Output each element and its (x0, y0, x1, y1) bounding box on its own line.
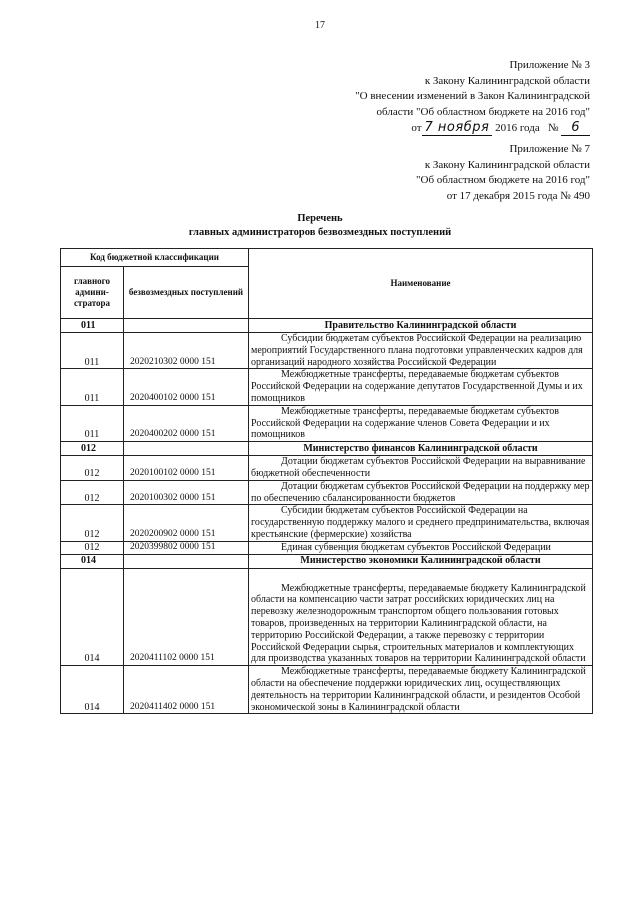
receipt-code: 2020210302 0000 151 (124, 333, 249, 369)
section-name: Министерство финансов Калининградской области (249, 442, 593, 456)
appendix-amendment-line2: к Закону Калининградской области (424, 74, 590, 87)
receipt-name: Дотации бюджетам субъектов Российской Федерации на поддержку мер по обеспечению сбалансированности бюджетов (249, 480, 593, 505)
admin-code: 012 (61, 541, 124, 554)
table-row (61, 505, 593, 541)
admin-code: 011 (61, 333, 124, 369)
appendix-amendment-line3: "О внесении изменений в Закон Калининградской (355, 90, 590, 102)
section-row (61, 319, 593, 333)
receipt-name: Единая субвенция бюджетам субъектов Российской Федерации (249, 541, 593, 554)
number-prefix: № (547, 122, 559, 134)
table-row (61, 456, 593, 481)
section-code: 014 (61, 554, 124, 568)
receipt-code: 2020400202 0000 151 (124, 405, 249, 441)
handwritten-date: 7 ноября (422, 120, 493, 136)
appendix-original-line1: Приложение № 7 (509, 143, 590, 155)
title-line1: Перечень (297, 213, 343, 224)
header-name: Наименование (249, 249, 593, 319)
section-code: 011 (61, 319, 124, 333)
admin-code: 012 (61, 456, 124, 481)
receipt-name: Межбюджетные трансферты, передаваемые бюджету Калининградской области на компенсацию части затрат российских юридических лиц на перевозку железнодорожным транспортом общего пользования готовых товаров, произведенных на территории Калининградской области, на территорию Российской Федерации, а также перевозку с территории Российской Федерации сырья, строительных материалов и комплектующих для производства указанных товаров на территории Калининградской области (249, 568, 593, 666)
admin-code: 014 (61, 666, 124, 714)
admin-code: 011 (61, 405, 124, 441)
appendix-original-line2: к Закону Калининградской области (424, 158, 590, 171)
admin-code: 011 (61, 369, 124, 405)
page-title (0, 212, 640, 240)
section-name: Министерство экономики Калининградской области (249, 554, 593, 568)
header-code-group: Код бюджетной классификации (61, 249, 249, 267)
administrators-table (60, 248, 593, 714)
receipt-code: 2020411102 0000 151 (124, 568, 249, 666)
table-row (61, 369, 593, 405)
admin-code: 012 (61, 505, 124, 541)
receipt-name: Субсидии бюджетам субъектов Российской Федерации на реализацию мероприятий Государственного плана подготовки управленческих кадров для организаций народного хозяйства Российской Федерации (249, 333, 593, 369)
page-number: 17 (315, 20, 325, 31)
date-year: 2016 года (495, 122, 540, 134)
table-row (61, 333, 593, 369)
receipt-code: 2020100102 0000 151 (124, 456, 249, 481)
table-row (61, 405, 593, 441)
receipt-code: 2020399802 0000 151 (124, 541, 249, 554)
receipt-code: 2020200902 0000 151 (124, 505, 249, 541)
appendix-original (416, 142, 590, 204)
appendix-original-line3: "Об областном бюджете на 2016 год" (416, 174, 590, 186)
table-row (61, 541, 593, 554)
handwritten-number: 6 (561, 120, 590, 136)
admin-code: 014 (61, 568, 124, 666)
header-receipts: безвозмездных поступлений (124, 267, 249, 319)
appendix-amendment-line4: области "Об областном бюджете на 2016 год" (376, 105, 590, 118)
receipt-name: Субсидии бюджетам субъектов Российской Федерации на государственную поддержку малого и среднего предпринимательства, включая крестьянские (фермерские) хозяйства (249, 505, 593, 541)
header-admin: главного админи-стратора (61, 267, 124, 319)
appendix-amendment (355, 58, 590, 137)
table-row (61, 666, 593, 714)
table-row (61, 568, 593, 666)
section-name: Правительство Калининградской области (249, 319, 593, 333)
receipt-name: Межбюджетные трансферты, передаваемые бюджету Калининградской области на обеспечение поддержки юридических лиц, осуществляющих деятельность на территории Калининградской области, и резидентов Особой экономической зоны в Калининградской области (249, 666, 593, 714)
table-row (61, 480, 593, 505)
section-code: 012 (61, 442, 124, 456)
receipt-code: 2020400102 0000 151 (124, 369, 249, 405)
title-line2: главных администраторов безвозмездных поступлений (188, 227, 452, 238)
receipt-name: Межбюджетные трансферты, передаваемые бюджетам субъектов Российской Федерации на содержание членов Совета Федерации и их помощников (249, 405, 593, 441)
section-row (61, 554, 593, 568)
receipt-code: 2020100302 0000 151 (124, 480, 249, 505)
section-row (61, 442, 593, 456)
appendix-amendment-line1: Приложение № 3 (509, 59, 590, 71)
appendix-original-line4: от 17 декабря 2015 года № 490 (446, 189, 590, 202)
receipt-name: Дотации бюджетам субъектов Российской Федерации на выравнивание бюджетной обеспеченности (249, 456, 593, 481)
receipt-code: 2020411402 0000 151 (124, 666, 249, 714)
receipt-name: Межбюджетные трансферты, передаваемые бюджетам субъектов Российской Федерации на содержание депутатов Государственной Думы и их помощников (249, 369, 593, 405)
date-prefix: от (411, 122, 422, 134)
admin-code: 012 (61, 480, 124, 505)
appendix-amendment-date (355, 120, 590, 137)
